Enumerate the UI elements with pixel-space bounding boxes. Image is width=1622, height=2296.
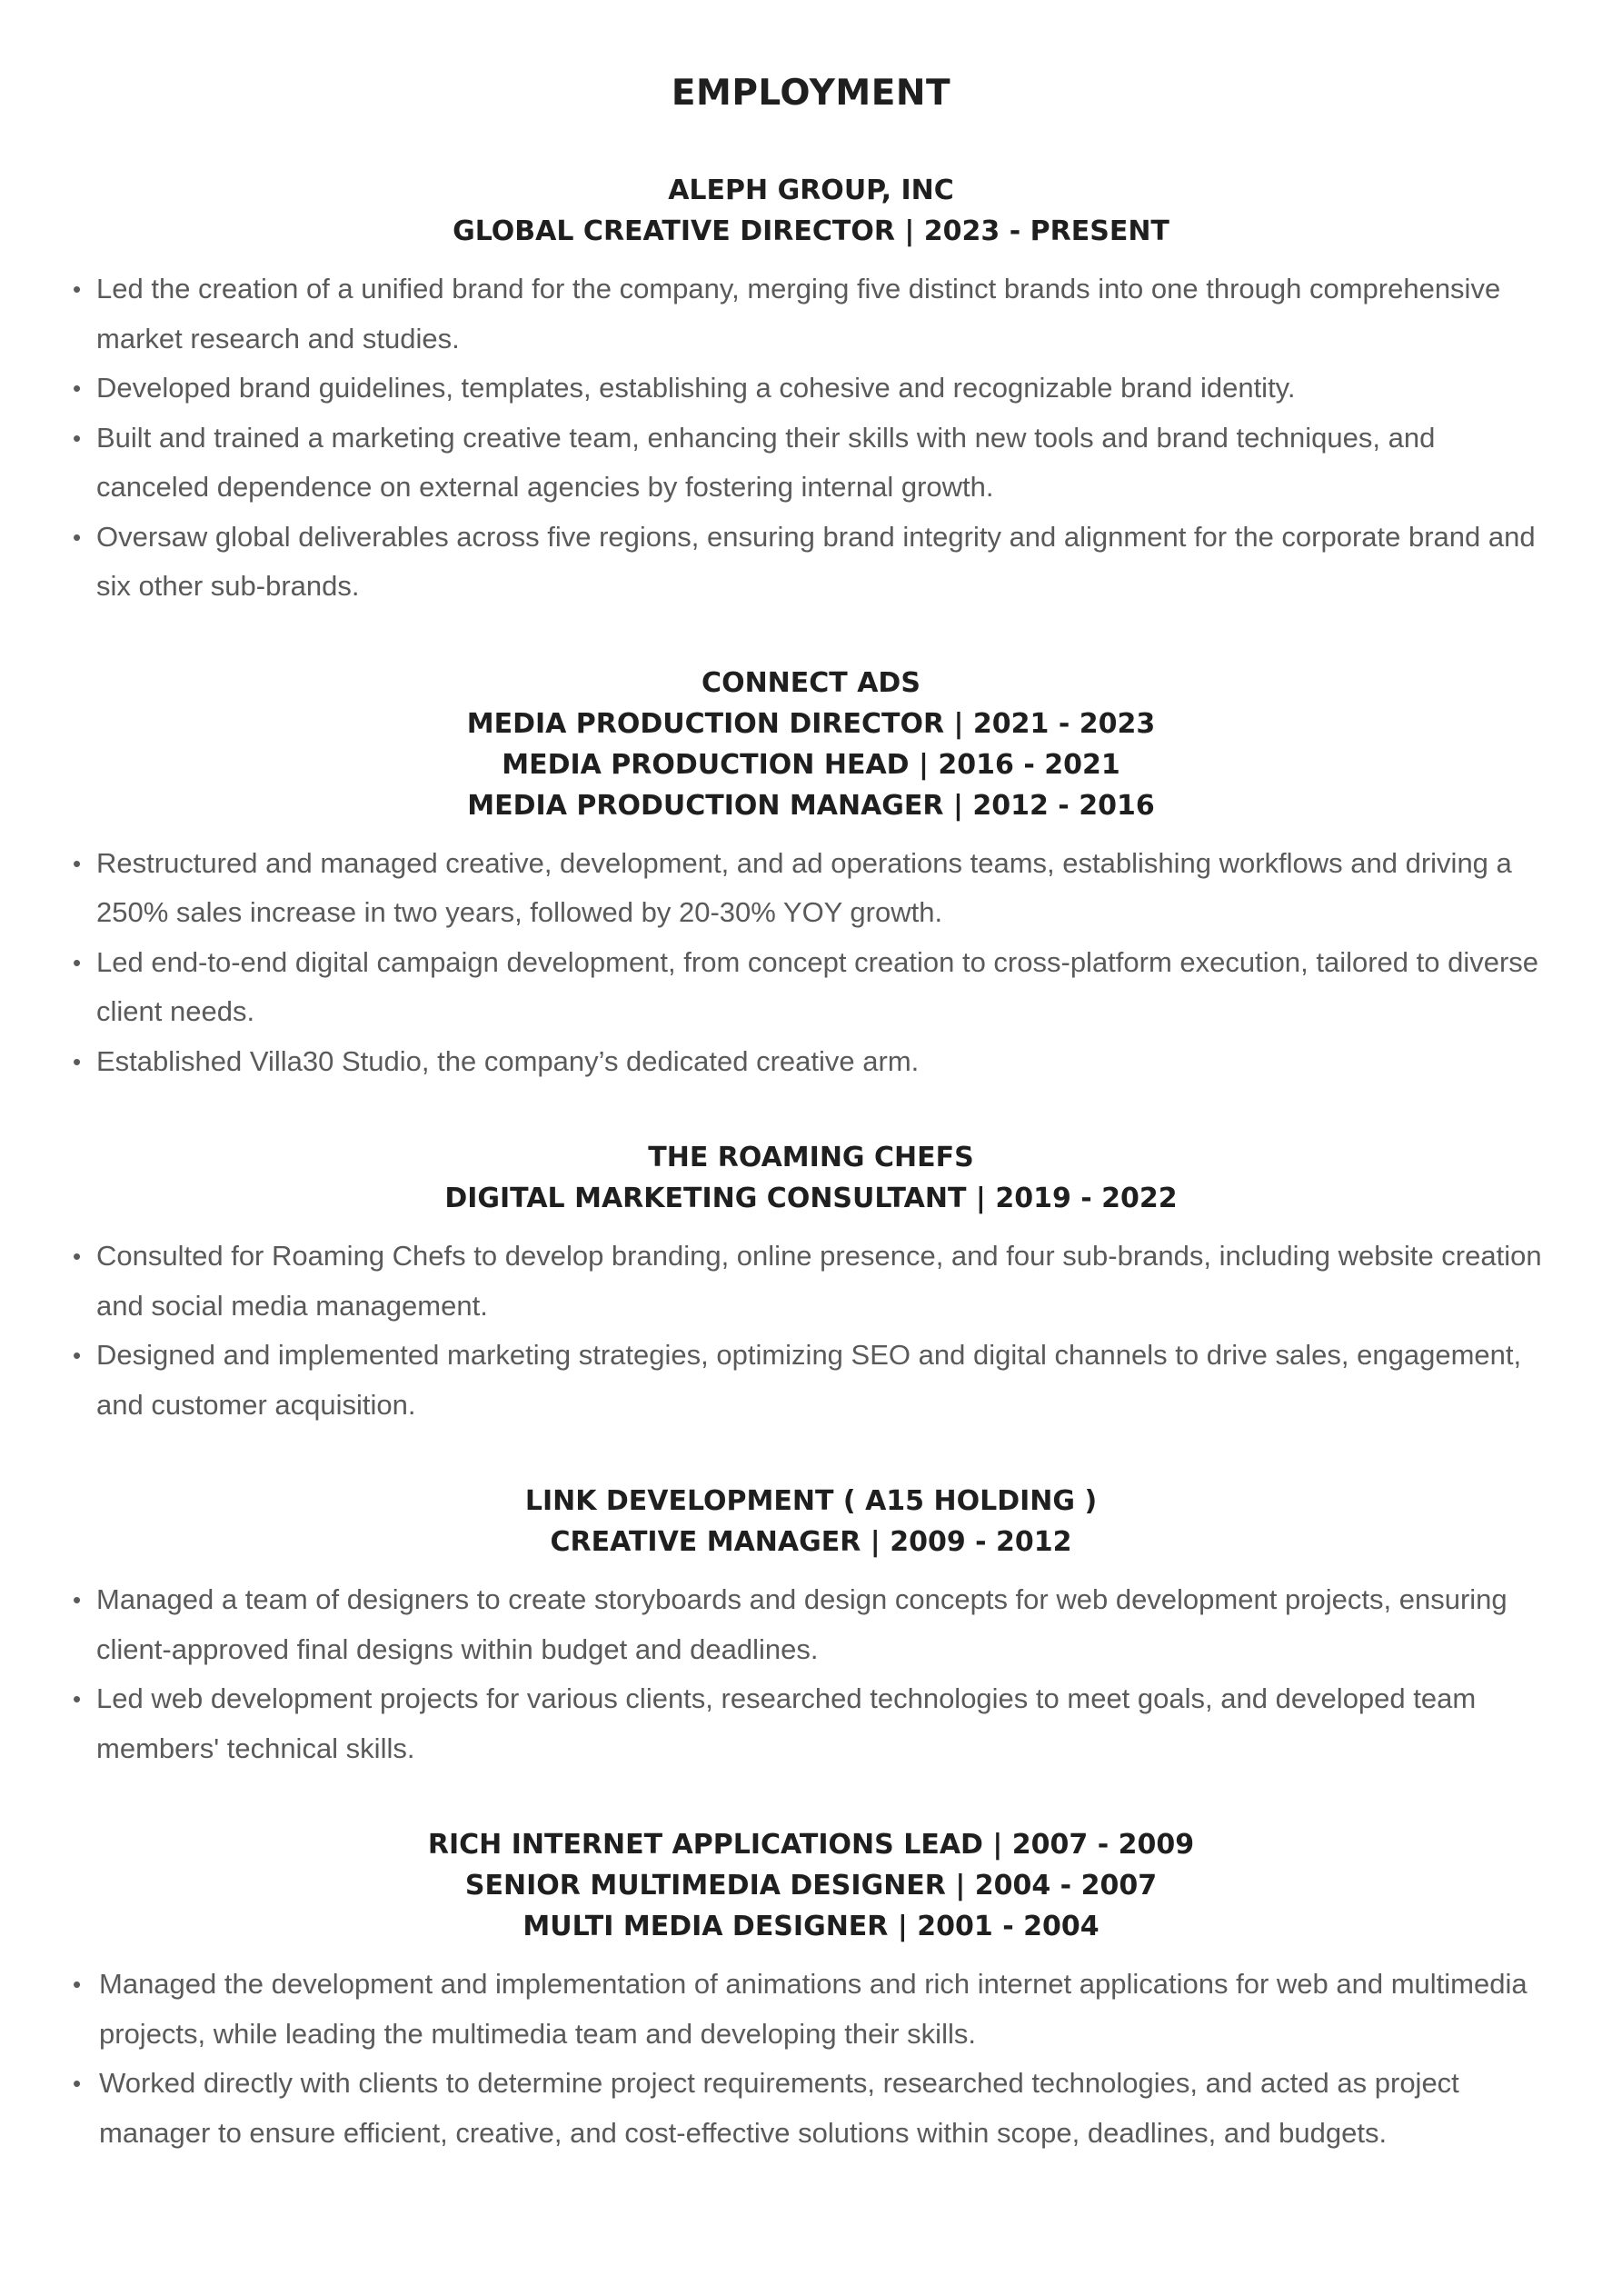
- job-entry-link-development: [73, 1481, 1549, 1773]
- job-heading: [73, 170, 1549, 252]
- section-title: EMPLOYMENT: [671, 73, 951, 114]
- bullet-item: • Designed and implemented marketing strategies, optimizing SEO and digital channels to drive sales, engagement, and customer acquisition.: [73, 1331, 1549, 1430]
- role-line: MEDIA PRODUCTION HEAD | 2016 - 2021: [502, 748, 1120, 781]
- job-heading: [73, 663, 1549, 826]
- bullet-item: • Led end-to-end digital campaign development, from concept creation to cross-platform execution, tailored to diverse client needs.: [73, 938, 1549, 1037]
- job-entry-connect-ads: [73, 663, 1549, 1087]
- job-entry-multimedia: [73, 1824, 1549, 2158]
- bullet-item: • Managed the development and implementation of animations and rich internet applications for web and multimedia projects, while leading the multimedia team and developing their skills.: [73, 1960, 1549, 2059]
- role-line: MULTI MEDIA DESIGNER | 2001 - 2004: [522, 1911, 1100, 1942]
- role-line: MEDIA PRODUCTION DIRECTOR | 2021 - 2023: [466, 707, 1156, 740]
- bullet-item: • Restructured and managed creative, development, and ad operations teams, establishing workflows and driving a 250% sales increase in two years, followed by 20-30% YOY growth.: [73, 839, 1549, 938]
- job-entry-roaming-chefs: [73, 1137, 1549, 1430]
- bullet-item: • Consulted for Roaming Chefs to develop branding, online presence, and four sub-brands, including website creation and social media management.: [73, 1232, 1549, 1331]
- bullet-list: [73, 1960, 1549, 2158]
- role-line: RICH INTERNET APPLICATIONS LEAD | 2007 - 2009: [427, 1829, 1195, 1861]
- job-heading: [73, 1824, 1549, 1947]
- bullet-list: [73, 265, 1549, 612]
- bullet-list: [73, 1575, 1549, 1773]
- role-line: SENIOR MULTIMEDIA DESIGNER | 2004 - 2007: [464, 1870, 1158, 1902]
- role-line: GLOBAL CREATIVE DIRECTOR | 2023 - PRESENT: [453, 215, 1169, 247]
- bullet-item: • Oversaw global deliverables across five regions, ensuring brand integrity and alignment for the corporate brand and six other sub-brands.: [73, 513, 1549, 612]
- job-heading: [73, 1481, 1549, 1562]
- role-line: DIGITAL MARKETING CONSULTANT | 2019 - 2022: [444, 1183, 1178, 1214]
- job-entry-aleph: [73, 170, 1549, 612]
- bullet-list: [73, 839, 1549, 1087]
- bullet-item: • Led the creation of a unified brand for the company, merging five distinct brands into one through comprehensive market research and studies.: [73, 265, 1549, 364]
- company-name: LINK DEVELOPMENT ( A15 HOLDING ): [524, 1485, 1098, 1517]
- bullet-item: • Developed brand guidelines, templates, establishing a cohesive and recognizable brand identity.: [73, 364, 1549, 414]
- company-name: ALEPH GROUP, INC: [668, 175, 954, 206]
- bullet-item: • Built and trained a marketing creative team, enhancing their skills with new tools and brand techniques, and canceled dependence on external agencies by fostering internal growth.: [73, 414, 1549, 513]
- company-name: THE ROAMING CHEFS: [648, 1142, 974, 1173]
- bullet-item: • Managed a team of designers to create storyboards and design concepts for web development projects, ensuring client-approved final designs within budget and deadlines.: [73, 1575, 1549, 1674]
- company-name: CONNECT ADS: [702, 666, 920, 699]
- bullet-list: [73, 1232, 1549, 1430]
- role-line: CREATIVE MANAGER | 2009 - 2012: [550, 1526, 1072, 1558]
- job-heading: [73, 1137, 1549, 1219]
- bullet-item: • Worked directly with clients to determine project requirements, researched technologies, and acted as project manager to ensure efficient, creative, and cost-effective solutions within scope, deadlines, and budgets.: [73, 2059, 1549, 2158]
- role-line: MEDIA PRODUCTION MANAGER | 2012 - 2016: [467, 789, 1155, 822]
- bullet-item: • Led web development projects for various clients, researched technologies to meet goals, and developed team members' technical skills.: [73, 1674, 1549, 1773]
- bullet-item: • Established Villa30 Studio, the company’s dedicated creative arm.: [73, 1037, 1549, 1087]
